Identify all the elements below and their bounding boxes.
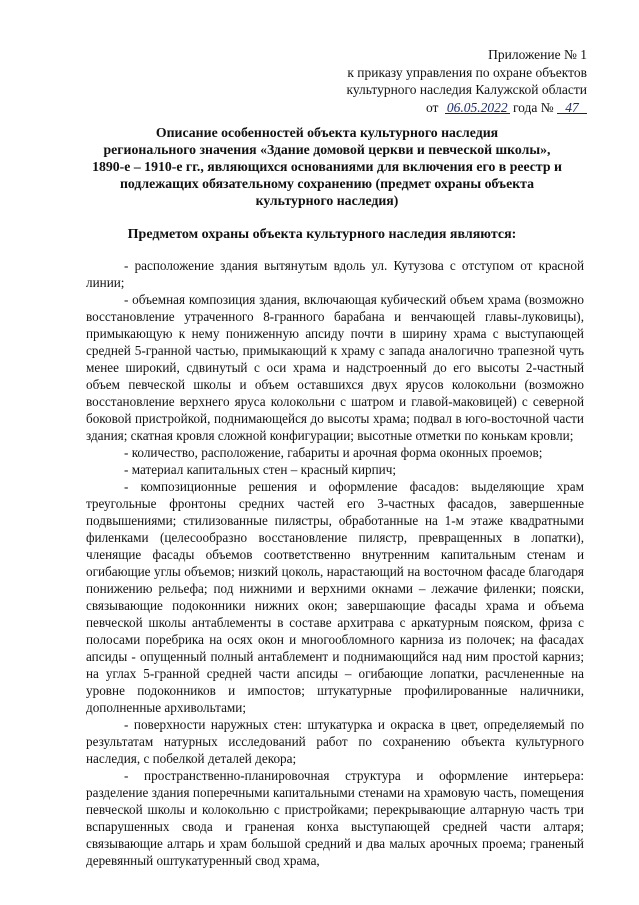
year-number-label: года № — [512, 99, 554, 115]
list-item: - количество, расположение, габариты и арочная форма оконных проемов; — [124, 445, 543, 460]
appendix-date-line — [346, 99, 587, 117]
date-from-label: от — [425, 99, 439, 115]
list-item: - объемная композиция здания, включающая кубический объем храма (возможно восстановление утраченного 8-гранного барабана и венчающей главы-луковицы), примыкающую к нему пониженную апсиду почти в ширину храма с выступающей средней 5-гранной частью, примыкающий к храму с запада аналогично трапезной чуть менее широкий, сдвинутый с оси храма и надстроенный до его высоты 2-частный объем певческой школы и объем оставшихся двух ярусов колокольни (возможно восстановление верхнего яруса колокольни с шатром и главой-маковицей) с северной боковой пристройкой, поднимающейся до высоты храма; подвал в юго-восточной части здания; скатная кровля сложной конфигурации; высотные отметки по конькам кровли; — [86, 292, 584, 443]
list-item: - поверхности наружных стен: штукатурка и окраска в цвет, определяемый по результатам натурных исследований работ по сохранению объекта культурного наследия, с побелкой деталей декора; — [86, 717, 584, 766]
section-heading: Предметом охраны объекта культурного наследия являются: — [127, 227, 517, 242]
list-item: - материал капитальных стен – красный кирпич; — [124, 462, 397, 477]
document-title — [70, 124, 584, 209]
list-item: - композиционные решения и оформление фасадов: выделяющие храм треугольные фронтоны средних частей его 3-частных фасадов, завершенные подвышениями; стилизованные пилястры, обработанные на 1-м этаже квадратными филенками (целесообразно восстановление пилястр, превращенных в лопатки), членящие фасады объемов соответственно внутренним капитальным стенам и огибающие углы объемов; низкий цоколь, нарастающий на восточном фасаде благодаря понижению рельефа; под нижними и верхними окнами – лежачие филенки; пояски, связывающие подоконники нижних окон; завершающие фасады храма и объема певческой школы антаблементы в составе архитрава с аркатурным пояском, фриза с полосами поребрика на осях окон и многообломного карниза из полочек; на фасадах апсиды - опущенный полный антаблемент и поднимающийся над ним простой карниз; на углах 5-гранной средней части апсиды – огибающие лопатки, расчлененные на уровне подоконников и импостов; штукатурные профилированные наличники, дополненные архивольтами; — [86, 479, 584, 715]
appendix-number: Приложение № 1 — [488, 47, 587, 62]
order-number: 47 — [557, 99, 587, 117]
protection-items — [86, 257, 584, 869]
title-line: культурного наследия) — [255, 193, 399, 208]
title-line: 1890-е – 1910-е гг., являющихся основаниями для включения его в реестр и — [92, 159, 562, 174]
list-item: - пространственно-планировочная структура и оформление интерьера: разделение здания поперечными капитальными стенами на храмовую часть, помещения певческой школы и колокольню с пристройками; перекрывающие алтарную часть три вспарушенных свода и граненая конха выступающей средней части алтаря; связывающие алтарь и храм большой средний и два малых арочных проема; граненый деревянный оштукатуренный свод храма, — [86, 768, 584, 868]
appendix-order-ref: к приказу управления по охране объектов — [347, 64, 587, 80]
title-line: подлежащих обязательному сохранению (предмет охраны объекта — [119, 176, 535, 191]
list-item: - расположение здания вытянутым вдоль ул. Кутузова с отступом от красной линии; — [86, 258, 584, 290]
appendix-authority: культурного наследия Калужской области — [346, 82, 587, 97]
order-date: 06.05.2022 — [446, 99, 508, 115]
title-line: Описание особенностей объекта культурного наследия — [155, 125, 499, 140]
appendix-header — [346, 46, 587, 116]
title-line: регионального значения «Здание домовой церкви и певческой школы», — [103, 142, 551, 157]
